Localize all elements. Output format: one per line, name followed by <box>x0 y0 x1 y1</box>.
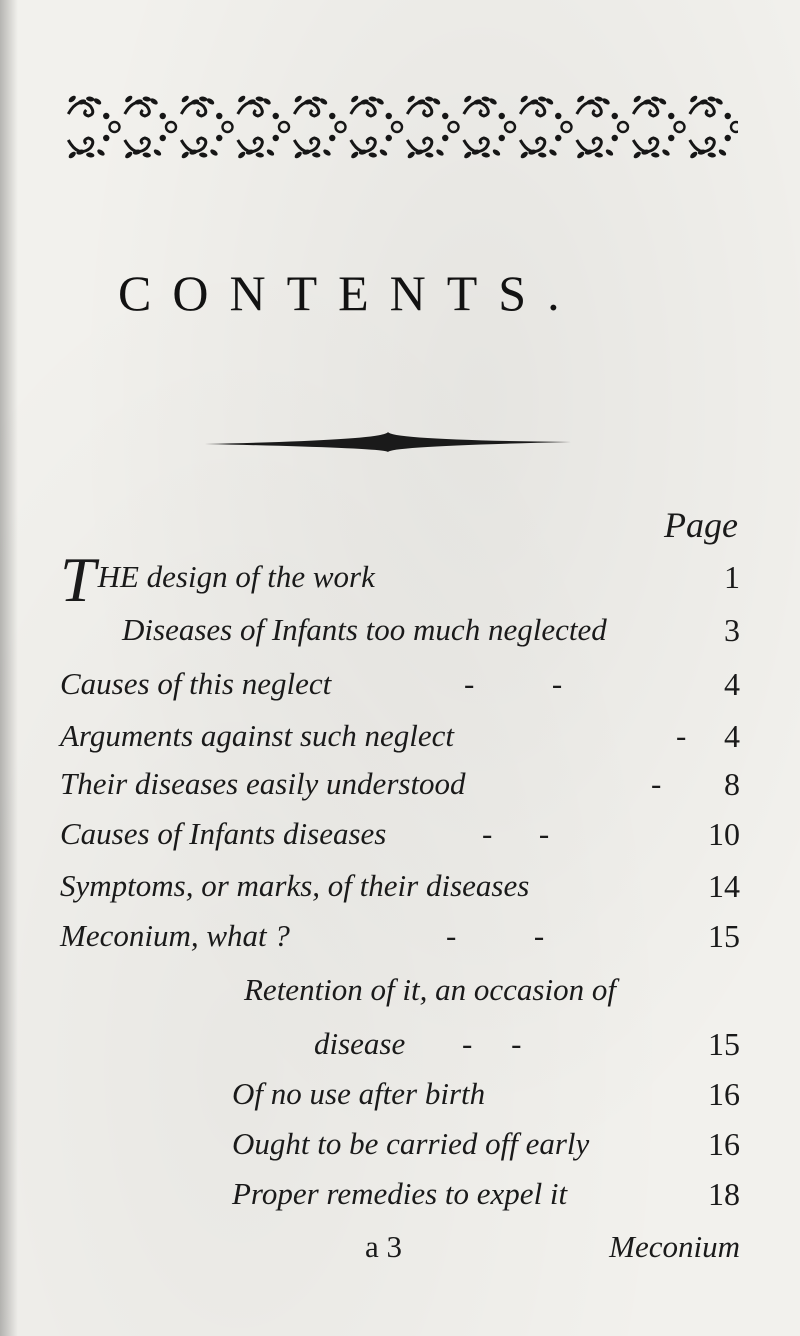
contents-entry <box>60 762 740 806</box>
entry-page-number: 18 <box>708 1176 740 1212</box>
entry-page-number: 4 <box>724 666 740 702</box>
contents-entry <box>60 714 740 758</box>
entry-title: Diseases of Infants too much neglected <box>122 612 607 647</box>
contents-entry <box>60 812 740 856</box>
leader-dashes: - - <box>446 918 545 953</box>
entry-title: HE design of the work <box>97 559 375 594</box>
entry-title: Ought to be carried off early <box>232 1126 590 1161</box>
entry-title: Proper remedies to expel it <box>232 1176 568 1211</box>
contents-entry <box>60 662 740 706</box>
entry-title: Causes of Infants diseases <box>60 816 387 851</box>
leader-dashes: - - <box>464 666 563 701</box>
entry-title: Meconium, what ? <box>60 918 290 953</box>
leader-dashes: - <box>676 718 687 753</box>
entry-title: Symptoms, or marks, of their diseases <box>60 868 530 903</box>
entry-title: disease <box>314 1026 406 1061</box>
contents-entry <box>60 1022 740 1066</box>
entry-page-number: 1 <box>724 559 740 595</box>
contents-entry <box>60 1172 740 1216</box>
drop-cap: T <box>60 544 96 615</box>
contents-entry <box>60 1122 740 1166</box>
decorative-rule <box>205 430 571 454</box>
entry-title: Of no use after birth <box>232 1076 486 1111</box>
page-column-label: Page <box>664 505 738 545</box>
entry-page-number: 15 <box>708 918 740 954</box>
contents-entry <box>60 1072 740 1116</box>
entry-page-number: 16 <box>708 1126 740 1162</box>
entry-title: Arguments against such neglect <box>60 718 455 753</box>
leader-dashes: - <box>651 766 662 801</box>
entry-page-number: 16 <box>708 1076 740 1112</box>
contents-entry <box>60 864 740 908</box>
contents-entry <box>60 608 740 652</box>
entry-page-number: 4 <box>724 718 740 754</box>
entry-title: Their diseases easily understood <box>60 766 466 801</box>
entry-page-number: 15 <box>708 1026 740 1062</box>
page-footer <box>60 1225 740 1269</box>
signature-mark: a 3 <box>365 1229 403 1264</box>
entry-page-number: 3 <box>724 612 740 648</box>
page-title: CONTENTS. <box>118 265 581 321</box>
entry-title: Retention of it, an occasion of <box>244 972 616 1007</box>
contents-entry <box>60 968 740 1012</box>
page-gutter-shadow <box>0 0 18 1336</box>
leader-dashes: - - <box>482 816 550 851</box>
entry-page-number: 8 <box>724 766 740 802</box>
entry-title: Causes of this neglect <box>60 666 332 701</box>
catchword: Meconium <box>609 1229 740 1264</box>
entry-page-number: 10 <box>708 816 740 852</box>
entry-page-number: 14 <box>708 868 740 904</box>
floral-ornament-band <box>58 88 738 166</box>
contents-entry <box>60 544 740 615</box>
leader-dashes: - - <box>462 1026 522 1061</box>
contents-entry <box>60 914 740 958</box>
